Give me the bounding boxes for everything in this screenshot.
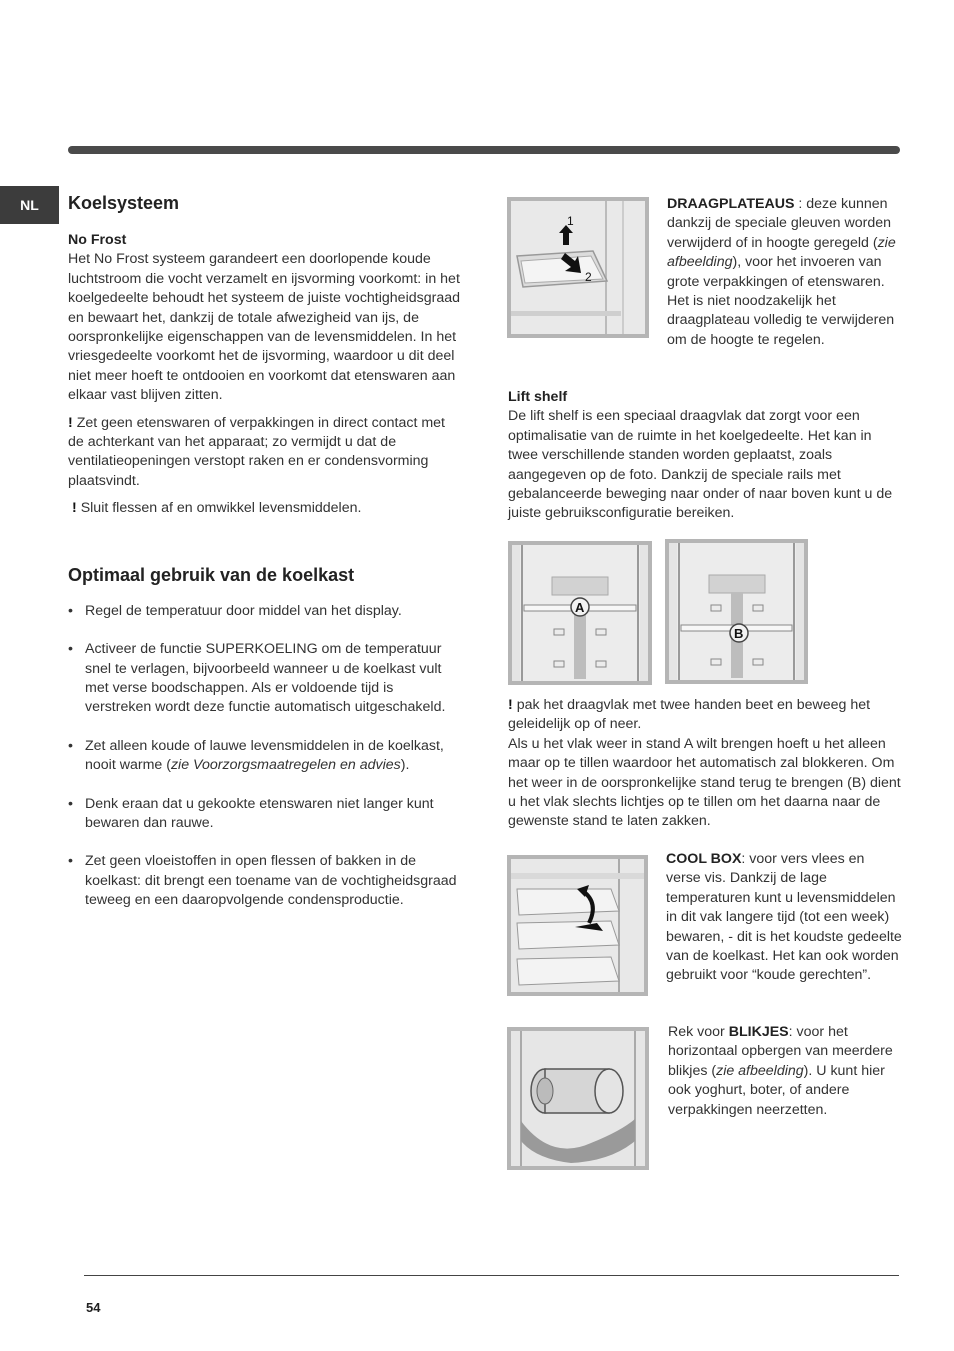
- draagplateaus-text-end: ), voor het invoeren van grote verpakkingen of etenswaren. Het is niet noodzakelijk het draagplateau volledig te verwijderen om de hoogte te regelen.: [667, 254, 895, 348]
- blikjes-reference: zie afbeelding: [716, 1062, 804, 1079]
- left-column: [68, 192, 463, 930]
- figure-label: A: [575, 600, 585, 615]
- liftshelf-text2: Als u het vlak weer in stand A wilt brengen hoeft u het alleen maar op te tillen waardoor het automatisch zal blokkeren. Om het weer in de oorspronkelijke stand terug te brengen (B) dient u het vlak slechts lichtjes op te tillen om het daarna naar de gewenste stand te laten zakken.: [508, 735, 901, 830]
- draagplateaus-caption: [667, 195, 903, 350]
- list-item: [68, 737, 463, 776]
- list-item: • Denk eraan dat u gekookte etenswaren niet langer kunt bewaren dan rauwe.: [68, 795, 463, 834]
- warning-bottles: [68, 499, 463, 518]
- can-rack-figure: [507, 1027, 649, 1170]
- koelsysteem-title: Koelsysteem: [68, 193, 180, 213]
- header-rule: [68, 146, 900, 154]
- list-item-reference: zie Voorzorgsmaatregelen en advies: [170, 757, 401, 774]
- nofrost-title: No Frost: [68, 232, 127, 248]
- warning-mark: !: [68, 414, 73, 431]
- blikjes-text: : voor het horizontaal opbergen van meerdere blikjes (: [668, 1024, 893, 1079]
- blikjes-caption: [668, 1023, 904, 1120]
- liftshelf-figure-b: [665, 539, 808, 684]
- liftshelf-warning: [508, 696, 904, 735]
- shelf-illustration: [511, 201, 645, 334]
- coolbox-caption: [666, 850, 902, 986]
- liftshelf-title: Lift shelf: [508, 389, 568, 405]
- shelf-figure: [507, 197, 649, 338]
- liftshelf-instructions: [508, 696, 904, 832]
- figure-label: 1: [567, 214, 574, 228]
- liftshelf-section: [508, 388, 904, 524]
- blikjes-text-end: ). U kunt hier ook yoghurt, boter, of andere verpakkingen neerzetten.: [668, 1062, 885, 1118]
- figure-label: B: [734, 626, 744, 641]
- liftshelf-warning-text: pak het draagvlak met twee handen beet en beweeg het geleidelijk op of neer.: [508, 697, 871, 733]
- coolbox-label: COOL BOX: [666, 851, 742, 867]
- warning-mark: !: [508, 697, 513, 713]
- list-item-text-end: ).: [400, 757, 410, 774]
- warning-bottles-text: Sluit flessen af en omwikkel levensmiddelen.: [80, 500, 362, 517]
- figure-label: 2: [585, 270, 592, 284]
- draagplateaus-reference: zie afbeelding: [667, 234, 896, 271]
- footer-rule: [84, 1275, 899, 1276]
- liftshelf-text: De lift shelf is een speciaal draagvlak dat zorgt voor een optimalisatie van de ruimte in het koelgedeelte. Het kan in twee verschillende standen worden geplaatst, zoals aangegeven op de foto. Dankzij de speciale rails met gebalanceerde beweging naar onder of naar boven kunt u de juiste gebruiksconfiguratie bereiken.: [508, 408, 893, 522]
- list-item-text: Zet alleen koude of lauwe levensmiddelen in de koelkast, nooit warme (: [85, 737, 444, 774]
- language-tab: NL: [0, 186, 59, 224]
- warning-contact-text: Zet geen etenswaren of verpakkingen in direct contact met de achterkant van het apparaat; zo vermijdt u dat de ventilatieopeningen verstopt raken en er condensvorming plaatsvindt.: [68, 414, 445, 489]
- coolbox-text: : voor vers vlees en verse vis. Dankzij de lage temperaturen kunt u levensmiddelen in dit vak langere tijd (tot een week) bewaren, - dit is het koudste gedeelte van de koelkast. Het kan ook worden gebruikt voor “koude gerechten”.: [666, 851, 902, 984]
- warning-contact: [68, 414, 463, 492]
- coolbox-figure: [507, 855, 648, 996]
- optimaal-title: Optimaal gebruik van de koelkast: [68, 564, 355, 585]
- tips-list: [68, 602, 463, 911]
- list-item: • Activeer de functie SUPERKOELING om de temperatuur snel te verlagen, bijvoorbeeld wanneer u de koelkast vult met verse boodschappen. Als er voldoende tijd is verstreken wordt deze functie automatisch uitgeschakeld.: [68, 640, 463, 718]
- blikjes-prefix: Rek voor: [668, 1024, 729, 1040]
- page-number: 54: [86, 1300, 101, 1315]
- blikjes-label: BLIKJES: [728, 1024, 789, 1040]
- warning-mark: !: [72, 500, 77, 517]
- liftshelf-figure-a: [508, 541, 652, 685]
- list-item: • Regel de temperatuur door middel van het display.: [68, 602, 463, 621]
- draagplateaus-label: DRAAGPLATEAUS: [667, 196, 795, 212]
- nofrost-text: Het No Frost systeem garandeert een doorlopende koude luchtstroom die vocht verzamelt en ijsvorming voorkomt: in het koelgedeelte behoudt het systeem de juiste vochtigheidsgraad en bewaart het, dankzij de totale afwezigheid van ijs, de oorspronkelijke eigenschappen van de levensmiddelen. In het vriesgedeelte voorkomt het de ijsvorming, waardoor u dit deel niet meer hoeft te ontdooien en voorkomt dat etenswaren aan elkaar vast blijven zitten.: [68, 251, 460, 404]
- list-item: • Zet geen vloeistoffen in open flessen of bakken in de koelkast: dit brengt een toename van de vochtigheidsgraad teweeg en een daaropvolgende condensproductie.: [68, 852, 463, 910]
- draagplateaus-text: : deze kunnen dankzij de speciale gleuven worden verwijderd of in hoogte geregeld (: [667, 196, 891, 251]
